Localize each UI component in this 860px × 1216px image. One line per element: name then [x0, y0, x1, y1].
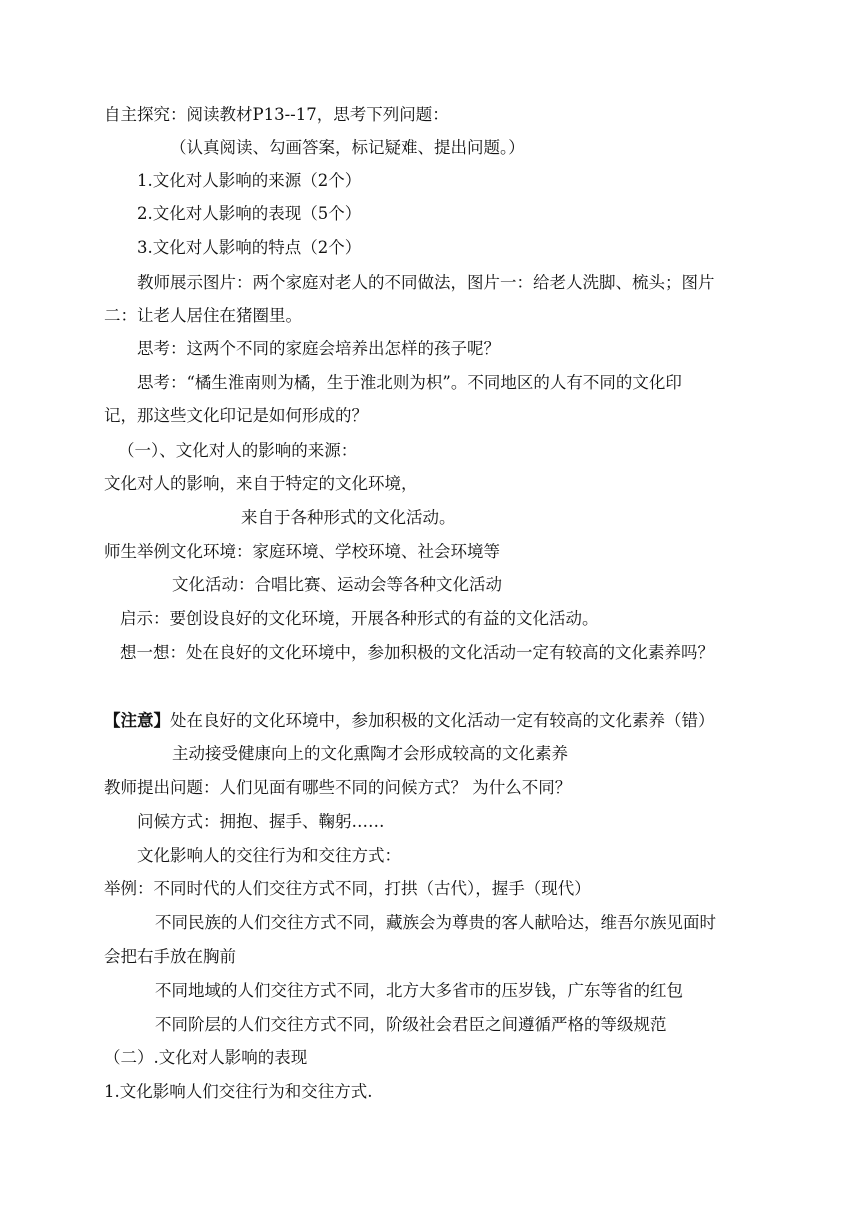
text-line: 1.文化影响人们交往行为和交往方式.: [104, 1082, 373, 1101]
text-line: 记，那这些文化印记是如何形成的？: [104, 406, 368, 425]
note-label: 【注意】: [104, 711, 170, 730]
note-line: [104, 710, 715, 732]
text-line: 文化对人的影响，来自于特定的文化环境，: [104, 474, 418, 493]
section-heading: （二）.文化对人影响的表现: [104, 1048, 308, 1067]
text-line: 3.文化对人影响的特点（2个）: [137, 238, 362, 257]
text-line: 二：让老人居住在猪圈里。: [104, 306, 302, 325]
text-line: 思考：这两个不同的家庭会培养出怎样的孩子呢？: [137, 339, 500, 358]
note-text: 处在良好的文化环境中，参加积极的文化活动一定有较高的文化素养（错）: [170, 711, 715, 730]
text-line: 师生举例文化环境：家庭环境、学校环境、社会环境等: [104, 542, 500, 561]
text-line: 思考：“橘生淮南则为橘，生于淮北则为枳”。不同地区的人有不同的文化印: [137, 373, 682, 392]
section-heading: （一）、文化对人的影响的来源：: [118, 441, 358, 460]
text-line: （认真阅读、勾画答案，标记疑难、提出问题。）: [170, 138, 525, 157]
text-line: 自主探究：阅读教材P13--17，思考下列问题：: [104, 105, 449, 124]
text-line: 文化活动：合唱比赛、运动会等各种文化活动: [172, 575, 502, 594]
text-line: 2.文化对人影响的表现（5个）: [137, 204, 362, 223]
text-line: 主动接受健康向上的文化熏陶才会形成较高的文化素养: [172, 744, 568, 763]
text-line: 教师提出问题：人们见面有哪些不同的问候方式？ 为什么不同？: [104, 778, 572, 797]
text-line: 问候方式：拥抱、握手、鞠躬……: [137, 812, 385, 831]
text-line: 启示：要创设良好的文化环境，开展各种形式的有益的文化活动。: [120, 609, 599, 628]
text-line: 来自于各种形式的文化活动。: [241, 508, 456, 527]
text-line: 不同阶层的人们交往方式不同，阶级社会君臣之间遵循严格的等级规范: [155, 1015, 667, 1034]
text-line: 举例：不同时代的人们交往方式不同，打拱（古代），握手（现代）: [104, 879, 591, 898]
text-line: 不同地域的人们交往方式不同，北方大多省市的压岁钱，广东等省的红包: [155, 981, 683, 1000]
text-line: 文化影响人的交往行为和交往方式：: [137, 846, 401, 865]
text-line: 想一想：处在良好的文化环境中，参加积极的文化活动一定有较高的文化素养吗？: [120, 643, 714, 662]
text-line: 教师展示图片：两个家庭对老人的不同做法，图片一：给老人洗脚、梳头；图片: [137, 273, 715, 292]
text-line: 不同民族的人们交往方式不同，藏族会为尊贵的客人献哈达，维吾尔族见面时: [155, 913, 716, 932]
text-line: 会把右手放在胸前: [104, 947, 236, 966]
text-line: 1.文化对人影响的来源（2个）: [137, 171, 362, 190]
